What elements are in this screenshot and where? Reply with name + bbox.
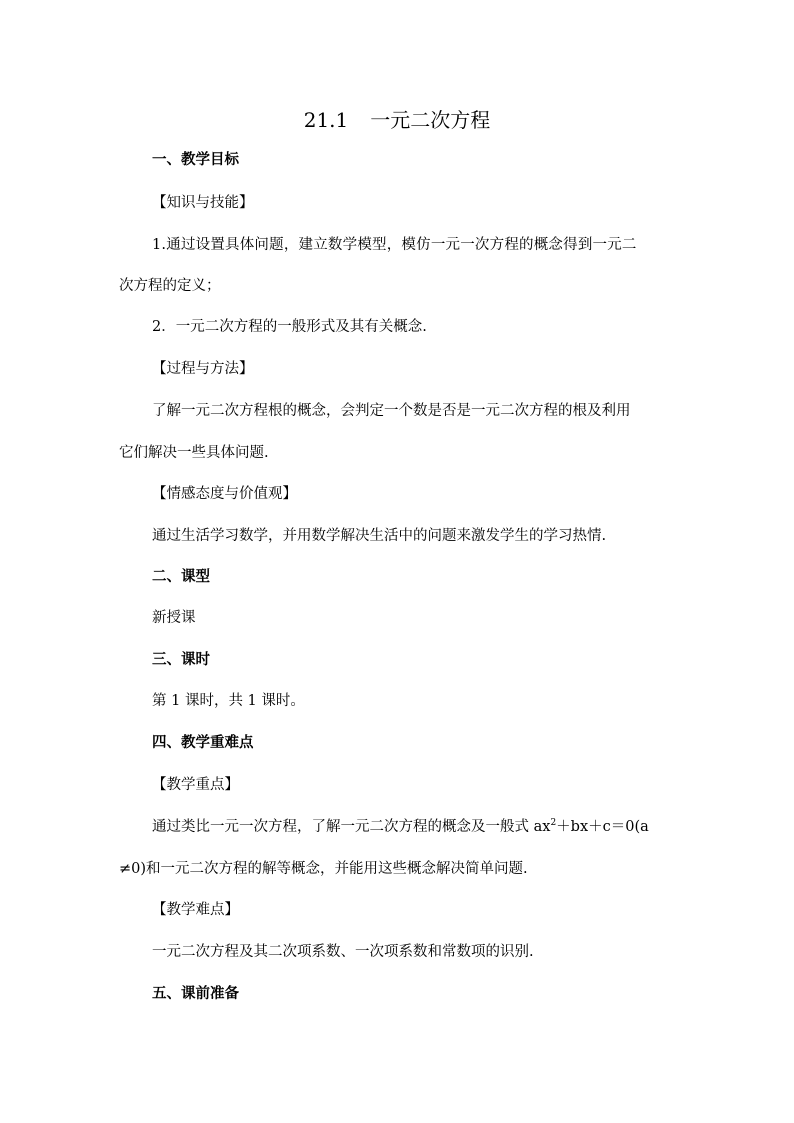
heading-preparation: 五、课前准备: [152, 986, 239, 1002]
knowledge-item2: 2．一元二次方程的一般形式及其有关概念.: [152, 319, 427, 335]
key-point-line1-formula: ＋bx＋c＝0(a: [556, 819, 649, 835]
label-emotion-values: 【情感态度与价值观】: [152, 486, 297, 502]
heading-key-difficult-points: 四、教学重难点: [152, 735, 254, 751]
label-difficulty: 【教学难点】: [152, 902, 239, 918]
title-number: 21.1: [303, 108, 349, 132]
process-line2: 它们解决一些具体问题.: [119, 445, 269, 461]
knowledge-item1-line2: 次方程的定义；: [119, 278, 221, 294]
lesson-type-content: 新授课: [152, 610, 196, 626]
key-point-exponent: 2: [550, 818, 557, 829]
key-point-line1-text: 通过类比一元一次方程，了解一元二次方程的概念及一般式 ax: [152, 819, 551, 835]
key-point-line1: [152, 817, 649, 837]
difficulty-line1: 一元二次方程及其二次项系数、一次项系数和常数项的识别.: [152, 944, 534, 960]
heading-lesson-hours: 三、课时: [152, 652, 210, 668]
label-knowledge-skills: 【知识与技能】: [152, 195, 254, 211]
heading-teaching-goals: 一、教学目标: [152, 152, 239, 168]
key-point-line2: ≠0)和一元二次方程的解等概念，并能用这些概念解决简单问题.: [119, 861, 528, 877]
page-title: [0, 106, 794, 134]
label-process-method: 【过程与方法】: [152, 361, 254, 377]
lesson-hours-content: 第 1 课时，共 1 课时。: [152, 693, 305, 709]
knowledge-item1-line1: 1.通过设置具体问题，建立数学模型，模仿一元一次方程的概念得到一元二: [152, 237, 637, 253]
emotion-line1: 通过生活学习数学，并用数学解决生活中的问题来激发学生的学习热情.: [152, 528, 607, 544]
label-key-point: 【教学重点】: [152, 777, 239, 793]
process-line1: 了解一元二次方程根的概念，会判定一个数是否是一元二次方程的根及利用: [152, 403, 631, 419]
heading-lesson-type: 二、课型: [152, 569, 210, 585]
title-text: 一元二次方程: [370, 108, 491, 132]
